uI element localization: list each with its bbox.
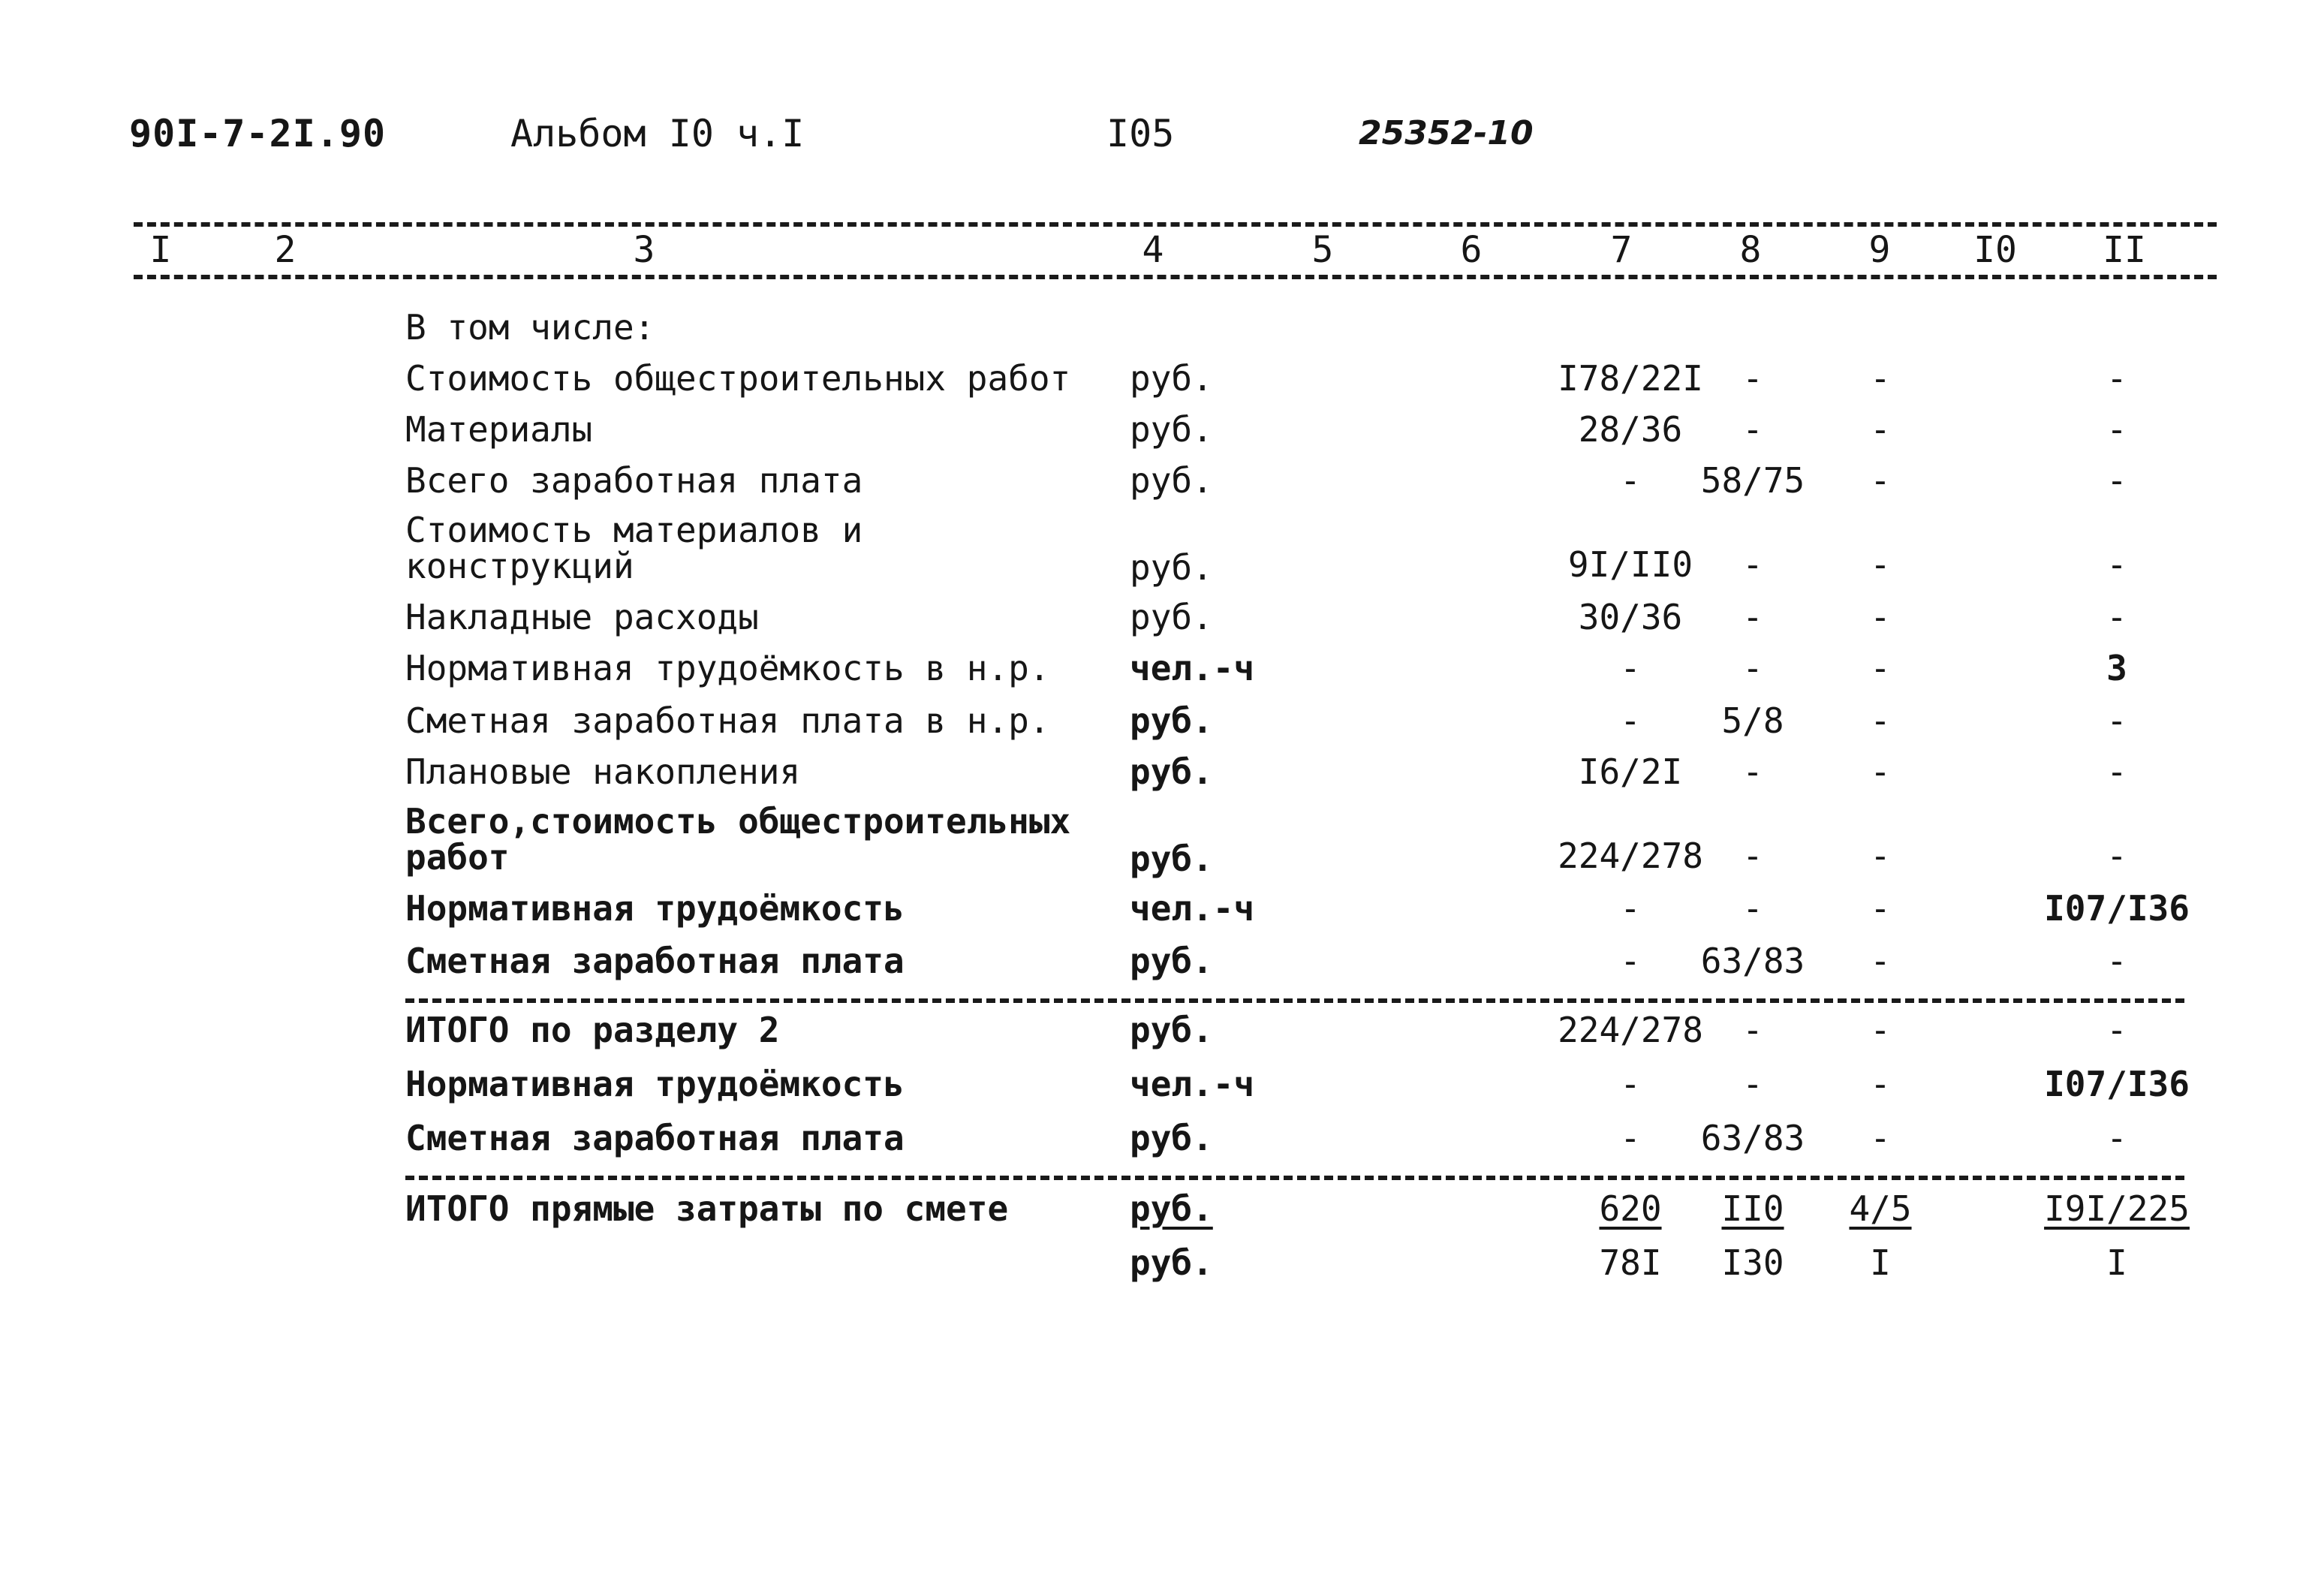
row-col11: I07/I36 [2044,888,2190,929]
grand-total-label: ИТОГО прямые затраты по смете [405,1188,1009,1229]
row-unit: руб. [1130,839,1213,879]
row-label: Сметная заработная плата в н.р. [405,700,1050,741]
row-unit: руб. [1130,460,1213,501]
row-col8: - [1742,751,1763,792]
row-col7: 224/278 [1558,836,1703,876]
row-col9: - [1870,544,1891,585]
row-label: Стоимость материалов и конструкций [405,510,863,586]
table-row [0,461,2306,513]
col-number-5: 5 [1311,229,1334,271]
row-unit: руб. [1130,597,1213,637]
row-col7: - [1620,1118,1641,1158]
table-row [0,803,2306,893]
row-col7: - [1620,888,1641,929]
row-label: В том числе: [405,307,655,348]
registration-number: 25352-10 [1359,114,1534,152]
row-unit: руб. [1130,751,1213,792]
row-unit: руб. [1130,1010,1213,1050]
col-number-4: 4 [1142,229,1164,271]
row-label: Накладные расходы [405,597,759,637]
row-col8: - [1742,597,1763,637]
row-unit: руб. [1130,358,1213,399]
row-col8: 5/8 [1721,700,1784,741]
grand-total-unit-bottom: руб. [1130,1242,1213,1283]
row-unit: чел.-ч [1130,648,1255,688]
table-row [0,359,2306,411]
row-col8: - [1742,888,1763,929]
page-number: I05 [1106,112,1175,155]
table-row [0,701,2306,754]
row-label: Стоимость общестроительных работ [405,358,1071,399]
row-unit: чел.-ч [1130,1064,1255,1104]
row-col7: 28/36 [1578,409,1683,450]
row-col7: - [1620,700,1641,741]
row-col11: - [2106,1010,2127,1050]
col-number-2: 2 [274,229,297,271]
col-number-8: 8 [1739,229,1762,271]
row-label: Плановые накопления [405,751,801,792]
row-col8: - [1742,1010,1763,1050]
grand-total-row [0,1243,2306,1296]
row-unit: руб. [1130,1118,1213,1158]
grand-total-unit-top: руб. [1130,1188,1213,1229]
header-bottom-rule [134,275,2217,279]
row-col7: - [1620,648,1641,688]
row-label: ИТОГО по разделу 2 [405,1010,780,1050]
row-label: Нормативная трудоёмкость [405,1064,905,1104]
row-col11: - [2106,836,2127,876]
section-total-row [0,1010,2306,1063]
grand-total-col11-top: I9I/225 [2044,1188,2190,1229]
row-col9: - [1870,1118,1891,1158]
row-col7: I6/2I [1578,751,1683,792]
row-col9: - [1870,751,1891,792]
grand-total-col8-top: II0 [1721,1188,1784,1229]
grand-total-col9-bottom: I [1870,1242,1891,1283]
row-col9: - [1870,358,1891,399]
grand-total-col7-bottom: 78I [1599,1242,1662,1283]
row-col11: - [2106,544,2127,585]
album-label: Альбом I0 ч.I [510,112,805,155]
table-row [0,598,2306,650]
grand-total-col9-top: 4/5 [1849,1188,1912,1229]
row-col7: - [1620,1064,1641,1104]
row-unit: руб. [1130,941,1213,981]
row-col9: - [1870,700,1891,741]
row-col11: - [2106,358,2127,399]
row-col8: - [1742,544,1763,585]
table-row [0,752,2306,805]
col-number-11: II [2103,229,2146,271]
table-row [0,649,2306,701]
row-label: Сметная заработная плата [405,941,905,981]
row-unit: руб. [1130,409,1213,450]
row-col11: I07/I36 [2044,1064,2190,1104]
grand-total-col7-top: 620 [1599,1188,1662,1229]
row-col11: - [2106,597,2127,637]
row-col9: - [1870,1010,1891,1050]
col-number-1: I [149,229,172,271]
col-number-9: 9 [1868,229,1891,271]
row-col8: - [1742,836,1763,876]
row-col8: - [1742,409,1763,450]
grand-total-col8-bottom: I30 [1721,1242,1784,1283]
row-col8: 63/83 [1700,941,1805,981]
table-row [0,889,2306,941]
row-col9: - [1870,460,1891,501]
grand-total-col11-bottom: I [2106,1242,2127,1283]
row-col7: 30/36 [1578,597,1683,637]
section-total-row [0,1065,2306,1117]
row-col9: - [1870,409,1891,450]
row-col11: 3 [2106,648,2127,688]
row-col9: - [1870,597,1891,637]
col-number-7: 7 [1610,229,1633,271]
row-label: Нормативная трудоёмкость [405,888,905,929]
row-label: Материалы [405,409,593,450]
document-code: 90I-7-2I.90 [129,112,387,155]
col-number-6: 6 [1460,229,1483,271]
row-col11: - [2106,700,2127,741]
row-label: Всего заработная плата [405,460,863,501]
row-col7: I78/22I [1558,358,1703,399]
table-row [0,512,2306,602]
table-row [0,410,2306,462]
row-label: Всего,стоимость общестроительных работ [405,801,1071,878]
row-col9: - [1870,941,1891,981]
row-col11: - [2106,409,2127,450]
row-label: Нормативная трудоёмкость в н.р. [405,648,1050,688]
row-unit: руб. [1130,547,1213,588]
row-col7: 9I/II0 [1567,544,1693,585]
grand-total-row [0,1189,2306,1242]
row-col9: - [1870,888,1891,929]
row-col9: - [1870,1064,1891,1104]
row-col8: 63/83 [1700,1118,1805,1158]
row-col11: - [2106,751,2127,792]
grand-total-rule [405,1176,2184,1180]
row-unit: чел.-ч [1130,888,1255,929]
row-label: Сметная заработная плата [405,1118,905,1158]
row-col7: - [1620,941,1641,981]
col-number-3: 3 [633,229,655,271]
row-col8: - [1742,358,1763,399]
row-col9: - [1870,836,1891,876]
row-col11: - [2106,941,2127,981]
row-unit: руб. [1130,700,1213,741]
table-row [0,941,2306,994]
section-total-row [0,1119,2306,1171]
row-col8: - [1742,1064,1763,1104]
row-col11: - [2106,460,2127,501]
row-col11: - [2106,1118,2127,1158]
header-top-rule [134,222,2217,227]
section-total-rule [405,998,2184,1003]
row-col9: - [1870,648,1891,688]
row-col7: - [1620,460,1641,501]
col-number-10: I0 [1973,229,2017,271]
table-row [0,308,2306,360]
row-col8: - [1742,648,1763,688]
row-col7: 224/278 [1558,1010,1703,1050]
row-col8: 58/75 [1700,460,1805,501]
